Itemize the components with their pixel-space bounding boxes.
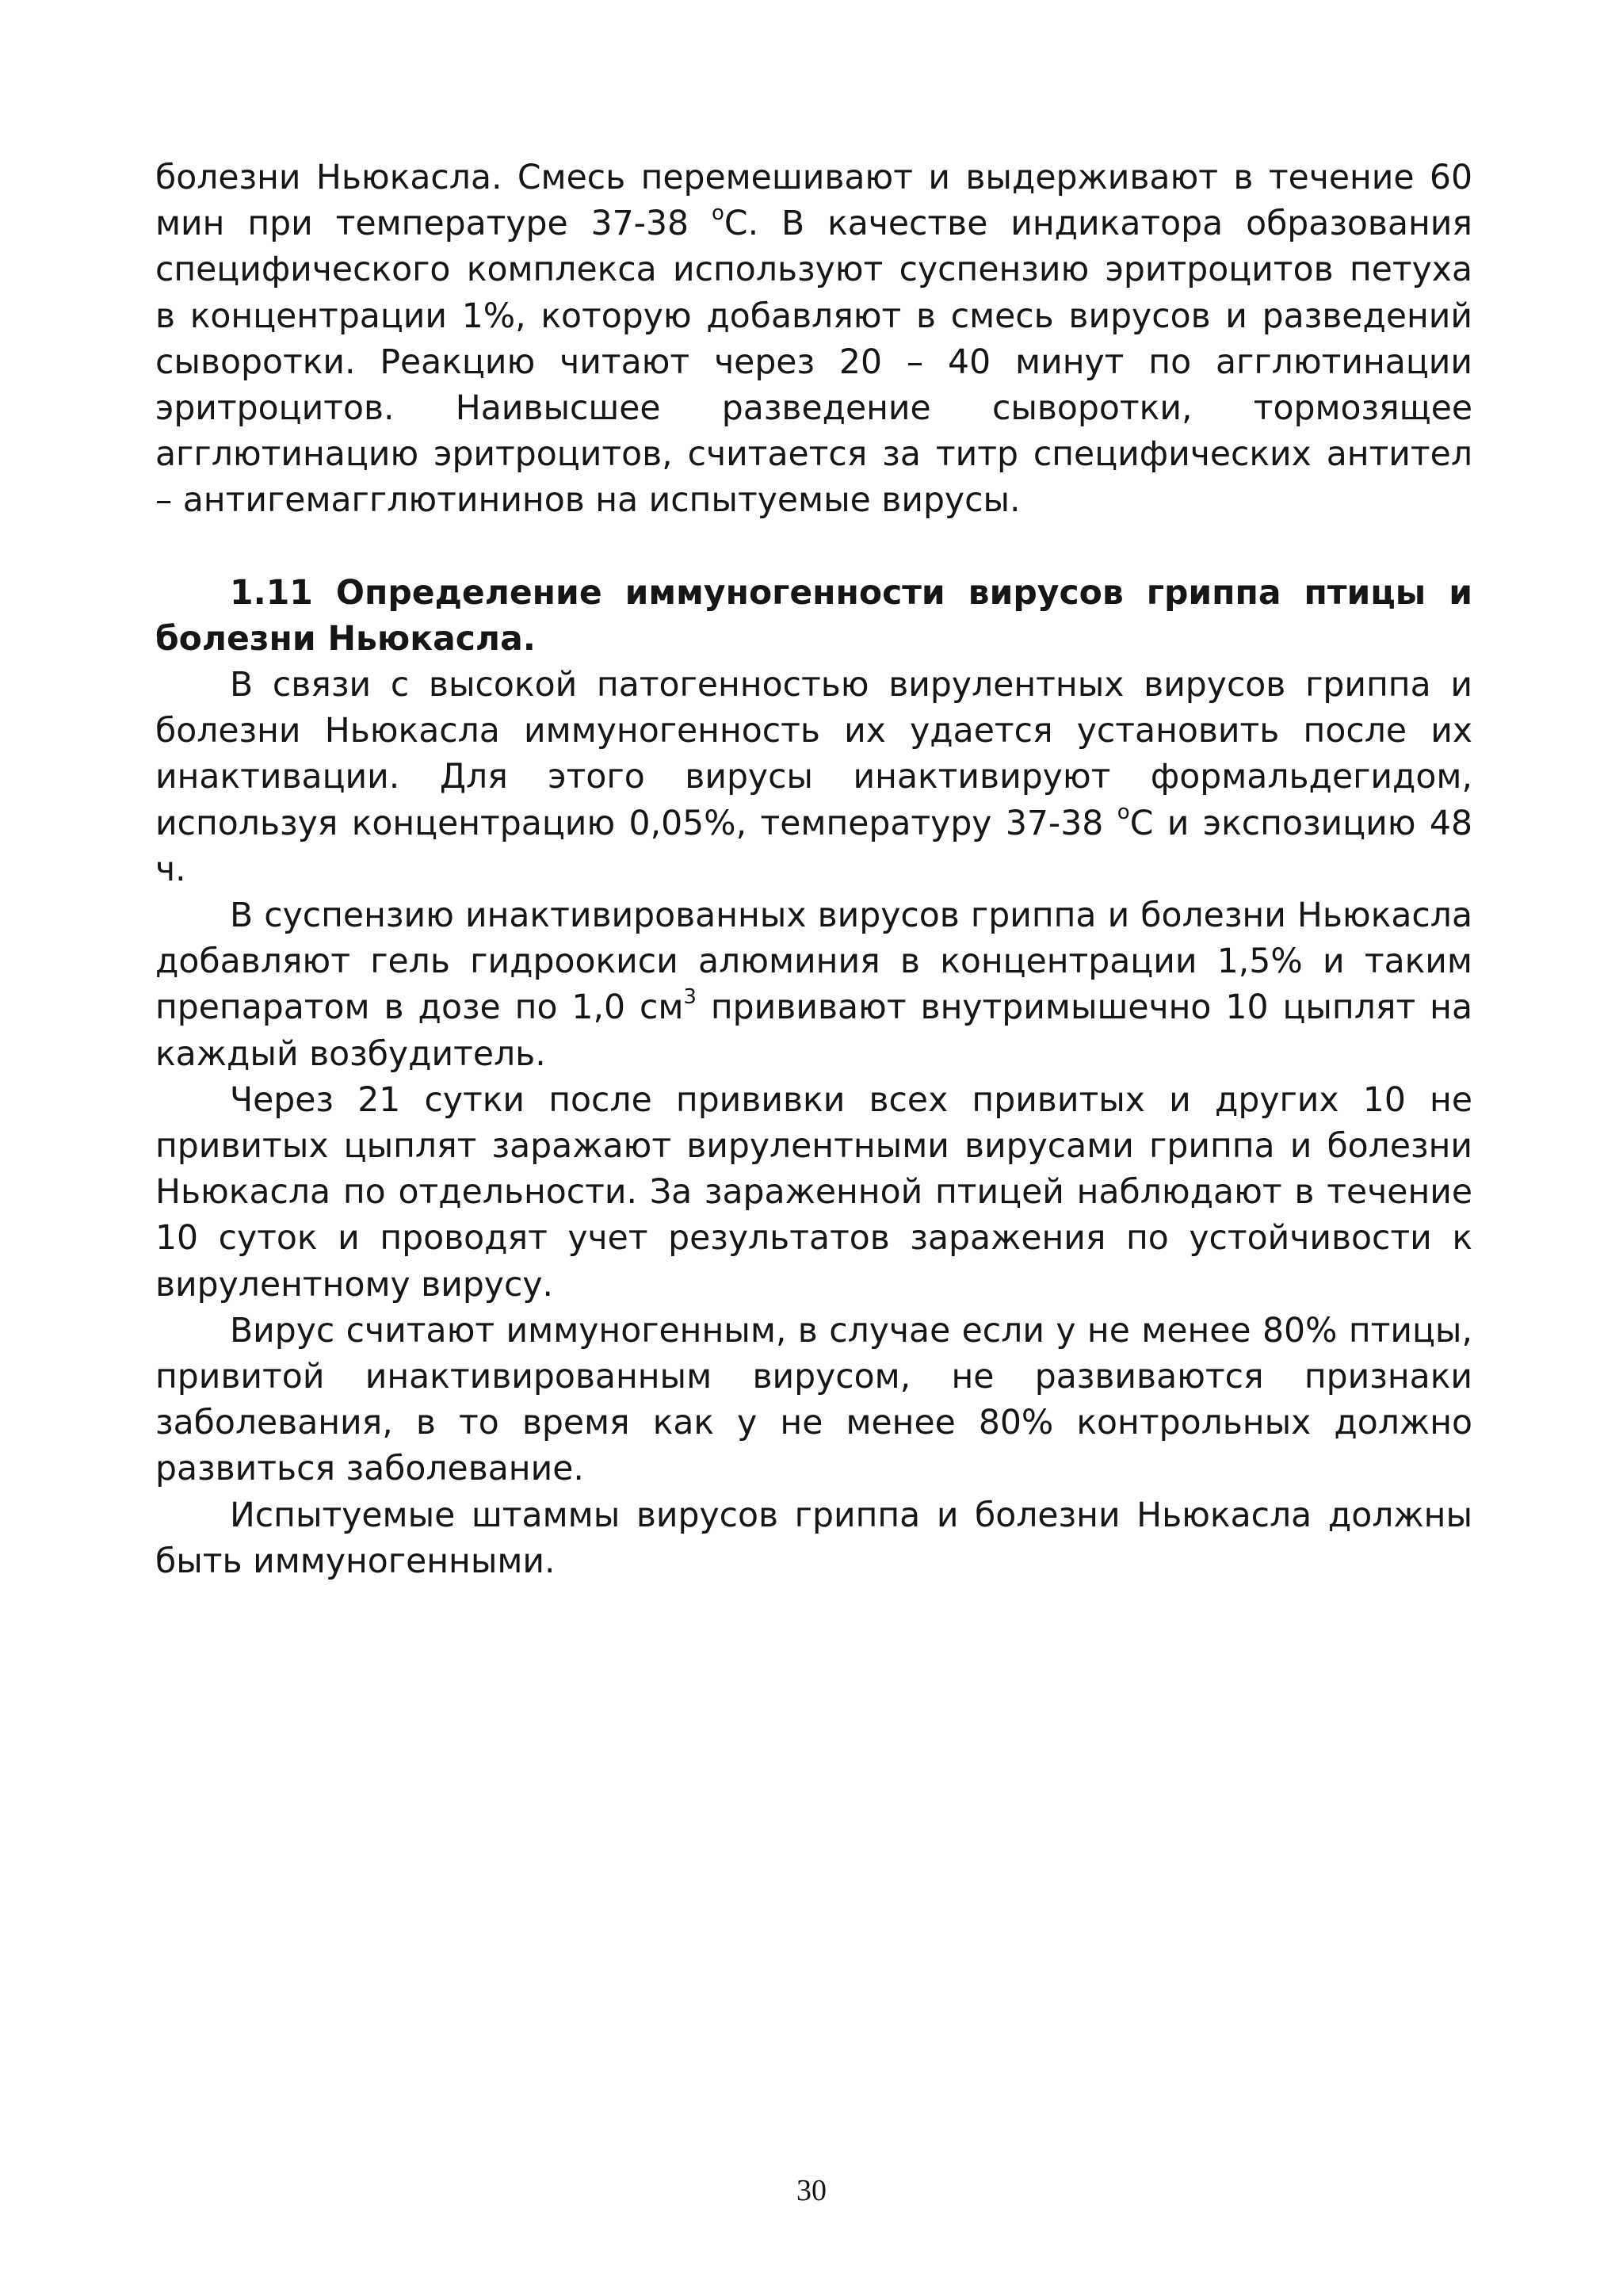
- paragraph-text: прививают внутримышечно 10 цыплят на каждый возбудитель.: [155, 988, 1472, 1074]
- page-number: 30: [796, 2174, 827, 2207]
- paragraph-continuation: [155, 155, 1472, 525]
- cubic-superscript: 3: [683, 985, 697, 1010]
- paragraph-text: В суспензию инактивированных вирусов гриппа и болезни Ньюкасла добавляют гель гидроокиси алюминия в концентрации 1,5% и таким препаратом в дозе по 1,0 см: [155, 896, 1472, 1028]
- degree-superscript: о: [1117, 800, 1130, 825]
- paragraph-text: В связи с высокой патогенностью вирулентных вирусов гриппа и болезни Ньюкасла иммуногенность их удается установить после их инактивации. Для этого вирусы инактивируют формальдегидом, используя концентрацию 0,05%, температуру 37-38: [155, 666, 1472, 843]
- paragraph-text: болезни Ньюкасла. Смесь перемешивают и выдерживают в течение 60 мин при температуре 37-38: [155, 159, 1472, 244]
- degree-superscript: о: [711, 201, 724, 226]
- paragraph: Испытуемые штаммы вирусов гриппа и болезни Ньюкасла должны быть иммуногенными.: [155, 1496, 1472, 1581]
- paragraph: Вирус считают иммуногенным, в случае если у не менее 80% птицы, привитой инактивированным вирусом, не развиваются признаки заболевания, в то время как у не менее 80% контрольных должно развиться заболевание.: [155, 1311, 1472, 1489]
- paragraph: Через 21 сутки после прививки всех привитых и других 10 не привитых цыплят заражают вирулентными вирусами гриппа и болезни Ньюкасла по отдельности. За зараженной птицей наблюдают в течение 10 суток и проводят учет результатов заражения по устойчивости к вирулентному вирусу.: [155, 1080, 1472, 1305]
- page-body: [155, 155, 1472, 1585]
- paragraph: [155, 893, 1472, 1078]
- section-heading: 1.11 Определение иммуногенности вирусов гриппа птицы и болезни Ньюкасла.: [155, 573, 1472, 659]
- paragraph-text: С и экспозицию 48 ч.: [155, 804, 1472, 889]
- paragraph: [155, 663, 1472, 893]
- paragraph-text: С. В качестве индикатора образования специфического комплекса используют суспензию эритроцитов петуха в концентрации 1%, которую добавляют в смесь вирусов и разведений сыворотки. Реакцию читают через 20 – 40 минут по агглютинации эритроцитов. Наивысшее разведение сыворотки, тормозящее агглютинацию эритроцитов, считается за титр специфических антител – антигемагглютининов на испытуемые вирусы.: [155, 204, 1472, 521]
